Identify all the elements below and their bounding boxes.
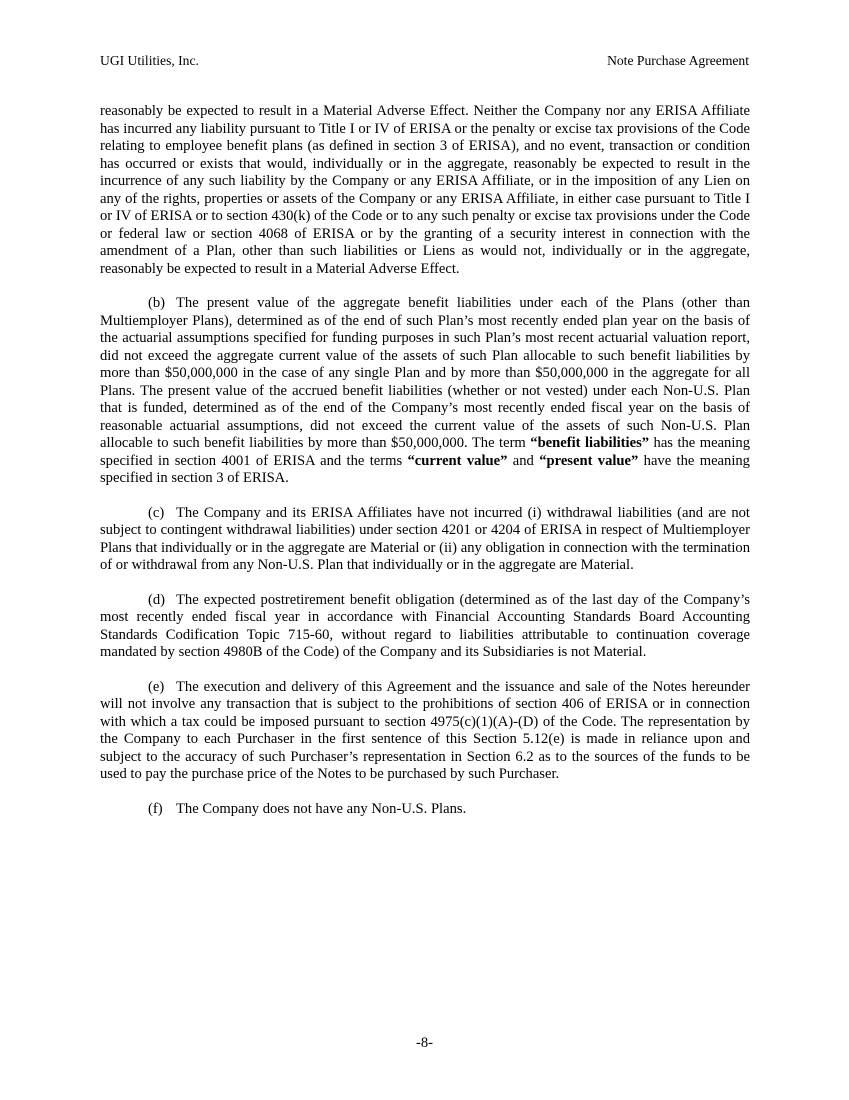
page-number: -8- — [415, 1035, 434, 1051]
paragraph-f-text: The Company does not have any Non-U.S. Plans. — [176, 800, 467, 817]
paragraph-b-text-4: have the meaning specified in section 3 of ERISA. — [100, 452, 750, 486]
running-header — [100, 52, 749, 72]
header-document-title: Note Purchase Agreement — [607, 53, 749, 68]
paragraph-d-text: The expected postretirement benefit obligation (determined as of the last day of the Company’s most recently ended fiscal year in accordance with Financial Accounting Standards Board Accounting Standards Codification Topic 715-60, without regard to liabilities attributable to continuation coverage mandated by section 4980B of the Code) of the Company and its Subsidiaries is not Material. — [100, 591, 750, 660]
paragraph-d — [100, 592, 750, 662]
term-present-value: “present value” — [539, 452, 639, 469]
term-current-value: “current value” — [407, 452, 508, 469]
paragraph-d-number: (d) — [148, 591, 166, 608]
document-body — [100, 103, 750, 818]
paragraph-f — [100, 801, 750, 819]
paragraph-continuation: reasonably be expected to result in a Material Adverse Effect. Neither the Company nor any ERISA Affiliate has incurred any liability pursuant to Title I or IV of ERISA or the penalty or excise tax provisions of the Code relating to employee benefit plans (as defined in section 3 of ERISA), and no event, transaction or condition has occurred or exists that would, individually or in the aggregate, reasonably be expected to result in the incurrence of any such liability by the Company or any ERISA Affiliate, or in the imposition of any Lien on any of the rights, properties or assets of the Company or any ERISA Affiliate, in either case pursuant to Title I or IV of ERISA or to section 430(k) of the Code or to any such penalty or excise tax provisions under the Code or federal law or section 4068 of ERISA or by the granting of a security interest in connection with the amendment of a Plan, other than such liabilities or Liens as would not, individually or in the aggregate, reasonably be expected to result in a Material Adverse Effect. — [100, 103, 750, 277]
paragraph-c-text: The Company and its ERISA Affiliates have not incurred (i) withdrawal liabilities (and are not subject to contingent withdrawal liabilities) under section 4201 or 4204 of ERISA in respect of Multiemployer Plans that individually or in the aggregate are Material or (ii) any obligation in connection with the termination of or withdrawal from any Non-U.S. Plan that individually or in the aggregate are Material. — [100, 504, 750, 573]
paragraph-f-number: (f) — [148, 800, 163, 817]
term-benefit-liabilities: “benefit liabilities” — [530, 435, 650, 451]
paragraph-b — [100, 295, 750, 488]
paragraph-c-number: (c) — [148, 504, 165, 521]
paragraph-e-text: The execution and delivery of this Agreement and the issuance and sale of the Notes hereunder will not involve any transaction that is subject to the prohibitions of section 406 of ERISA or in connection with which a tax could be imposed pursuant to section 4975(c)(1)(A)-(D) of the Code. The representation by the Company to each Purchaser in the first sentence of this Section 5.12(e) is made in reliance upon and subject to the accuracy of such Purchaser’s representation in Section 6.2 as to the sources of the funds to be used to pay the purchase price of the Notes to be purchased by such Purchaser. — [100, 678, 750, 782]
paragraph-e — [100, 679, 750, 784]
paragraph-c — [100, 505, 750, 575]
paragraph-b-text-2: has the meaning specified in section 4001 of ERISA and the terms — [100, 435, 751, 469]
paragraph-b-text-1: The present value of the aggregate benefit liabilities under each of the Plans (other than Multiemployer Plans), determined as of the end of such Plan’s most recently ended plan year on the basis of the actuarial assumptions specified for funding purposes in such Plan’s most recent actuarial valuation report, did not exceed the aggregate current value of the assets of such Plan allocable to such benefit liabilities by more than $50,000,000 in the case of any single Plan and by more than $50,000,000 in the aggregate for all Plans. The present value of the accrued benefit liabilities (whether or not vested) under each Non-U.S. Plan that is funded, determined as of the end of the Company’s most recently ended fiscal year on the basis of reasonable actuarial assumptions, did not exceed the current value of the assets of such Non-U.S. Plan allocable to such benefit liabilities by more than $50,000,000. The term — [100, 295, 750, 451]
paragraph-b-text-3: and — [507, 452, 540, 469]
header-company-name: UGI Utilities, Inc. — [100, 53, 199, 68]
paragraph-b-number: (b) — [148, 295, 166, 311]
paragraph-e-number: (e) — [148, 678, 165, 695]
